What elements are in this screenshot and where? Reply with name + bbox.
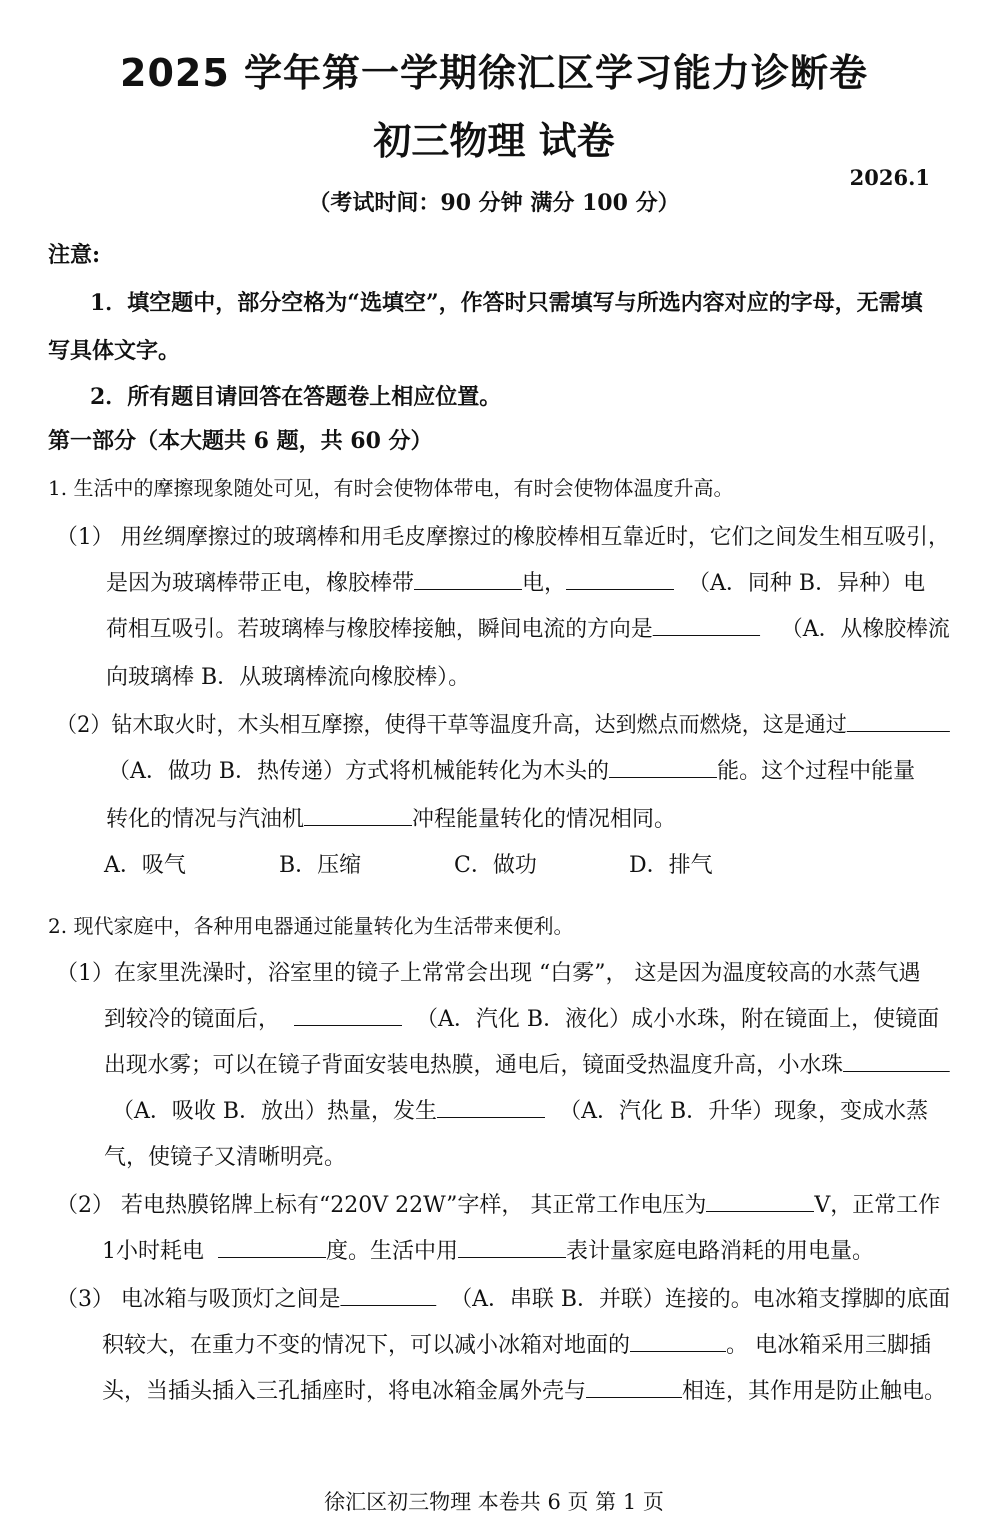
q2-stem: 2. 现代家庭中，各种用电器通过能量转化为生活带来便利。 (48, 914, 574, 938)
q2-p3-text-e: 头，当插头插入三孔插座时，将电冰箱金属外壳与 (102, 1379, 587, 1404)
q2-p1-text-d: （A．吸收 B．放出）热量，发生 (112, 1099, 438, 1124)
q2-p1-text-c: 出现水雾；可以在镜子背面安装电热膜，通电后，镜面受热温度升高，小水珠 (104, 1053, 844, 1078)
q2-p3-text-b: （A．串联 B．并联）连接的。电冰箱支撑脚的底面 (450, 1287, 951, 1312)
q2-p1-line1: （1）在家里洗澡时，浴室里的镜子上常常会出现 “白雾”， 这是因为温度较高的水蒸气遇 (56, 961, 921, 986)
q2-p3-text-f: 相连，其作用是防止触电。 (682, 1379, 947, 1404)
q2-p2-line1 (56, 1188, 940, 1219)
q2-p3-text-a: （3） 电冰箱与吸顶灯之间是 (56, 1287, 341, 1312)
q1-p2-text-e: 冲程能量转化的情况相同。 (412, 807, 677, 832)
option-a: A．吸气 (104, 853, 186, 878)
q1-p2-text-c: 能。这个过程中能量 (717, 759, 916, 784)
part1-heading: 第一部分（本大题共 6 题，共 60 分） (48, 428, 433, 454)
answer-blank (294, 1003, 402, 1026)
q1-options (104, 848, 804, 879)
answer-blank (706, 1189, 814, 1212)
q2-p1-line2 (104, 1002, 939, 1033)
q1-p2-text-d: 转化的情况与汽油机 (106, 807, 305, 832)
page-footer: 徐汇区初三物理 本卷共 6 页 第 1 页 (324, 1490, 664, 1514)
q1-p1-text-b: 电， (522, 571, 567, 596)
q1-p2-line2 (108, 754, 915, 785)
q2-p2-text-e: 表计量家庭电路消耗的用电量。 (566, 1239, 875, 1264)
q1-p1-text-d: 荷相互吸引。若玻璃棒与橡胶棒接触，瞬间电流的方向是 (106, 617, 653, 642)
q2-p1-text-e: （A．汽化 B．升华）现象，变成水蒸 (559, 1099, 929, 1124)
q2-p2-text-a: （2） 若电热膜铭牌上标有“220V 22W”字样， 其正常工作电压为 (56, 1193, 707, 1218)
notice-label: 注意: (48, 242, 101, 268)
answer-blank (218, 1235, 326, 1258)
q2-p1-text-a: 到较冷的镜面后， (104, 1007, 281, 1032)
q1-p1-text-a: 是因为玻璃棒带正电，橡胶棒带 (106, 571, 415, 596)
answer-blank (847, 709, 950, 732)
q1-stem: 1. 生活中的摩擦现象随处可见，有时会使物体带电，有时会使物体温度升高。 (48, 476, 734, 500)
answer-blank (437, 1095, 545, 1118)
answer-blank (630, 1329, 726, 1352)
notice-item-2: 2．所有题目请回答在答题卷上相应位置。 (90, 384, 502, 410)
option-b: B．压缩 (279, 853, 362, 878)
q2-p3-line3 (102, 1374, 946, 1405)
q1-p2-text-b: （A．做功 B．热传递）方式将机械能转化为木头的 (108, 759, 610, 784)
answer-blank (340, 1283, 436, 1306)
q1-p1-line2 (106, 566, 925, 597)
answer-blank (566, 567, 674, 590)
q2-p2-line2 (102, 1234, 874, 1265)
q2-p2-text-d: 度。生活中用 (326, 1239, 459, 1264)
answer-blank (609, 755, 717, 778)
exam-date: 2026.1 (849, 165, 930, 190)
answer-blank (653, 613, 760, 636)
q1-p1-line4: 向玻璃棒 B．从玻璃棒流向橡胶棒）。 (106, 665, 471, 690)
q1-p1-line1: （1） 用丝绸摩擦过的玻璃棒和用毛皮摩擦过的橡胶棒相互靠近时，它们之间发生相互吸引， (56, 525, 950, 550)
answer-blank (414, 567, 522, 590)
q1-p2-text-a: （2）钻木取火时，木头相互摩擦，使得干草等温度升高，达到燃点而燃烧，这是通过 (56, 713, 847, 738)
page-title: 2025 学年第一学期徐汇区学习能力诊断卷 (120, 51, 868, 95)
notice-item-1-cont: 写具体文字。 (48, 338, 181, 364)
q1-p1-text-c: （A．同种 B．异种）电 (688, 571, 926, 596)
q2-p1-line4 (112, 1094, 928, 1125)
q2-p1-line5: 气，使镜子又清晰明亮。 (104, 1145, 347, 1170)
answer-blank (304, 803, 412, 826)
q2-p3-text-d: 。 电冰箱采用三脚插 (726, 1333, 932, 1358)
q2-p3-line2 (102, 1328, 931, 1359)
option-d: D．排气 (629, 853, 713, 878)
q1-p2-line1 (56, 708, 950, 739)
q2-p2-text-b: V，正常工作 (814, 1193, 941, 1218)
q2-p1-text-b: （A．汽化 B．液化）成小水珠，附在镜面上，使镜面 (416, 1007, 940, 1032)
page-subtitle: 初三物理 试卷 (373, 119, 615, 163)
exam-info: （考试时间：90 分钟 满分 100 分） (308, 190, 680, 216)
q2-p3-line1 (56, 1282, 950, 1313)
answer-blank (843, 1049, 950, 1072)
q1-p1-line3 (106, 612, 950, 643)
q1-p1-text-e: （A．从橡胶棒流 (780, 617, 950, 642)
notice-item-1: 1．填空题中，部分空格为“选填空”，作答时只需填写与所选内容对应的字母，无需填 (90, 290, 923, 316)
q2-p2-text-c: 1小时耗电 (102, 1239, 204, 1264)
q1-p2-line3 (106, 802, 676, 833)
q2-p1-line3 (104, 1048, 950, 1079)
option-c: C．做功 (454, 853, 537, 878)
q2-p3-text-c: 积较大，在重力不变的情况下，可以减小冰箱对地面的 (102, 1333, 631, 1358)
answer-blank (458, 1235, 566, 1258)
answer-blank (586, 1375, 682, 1398)
